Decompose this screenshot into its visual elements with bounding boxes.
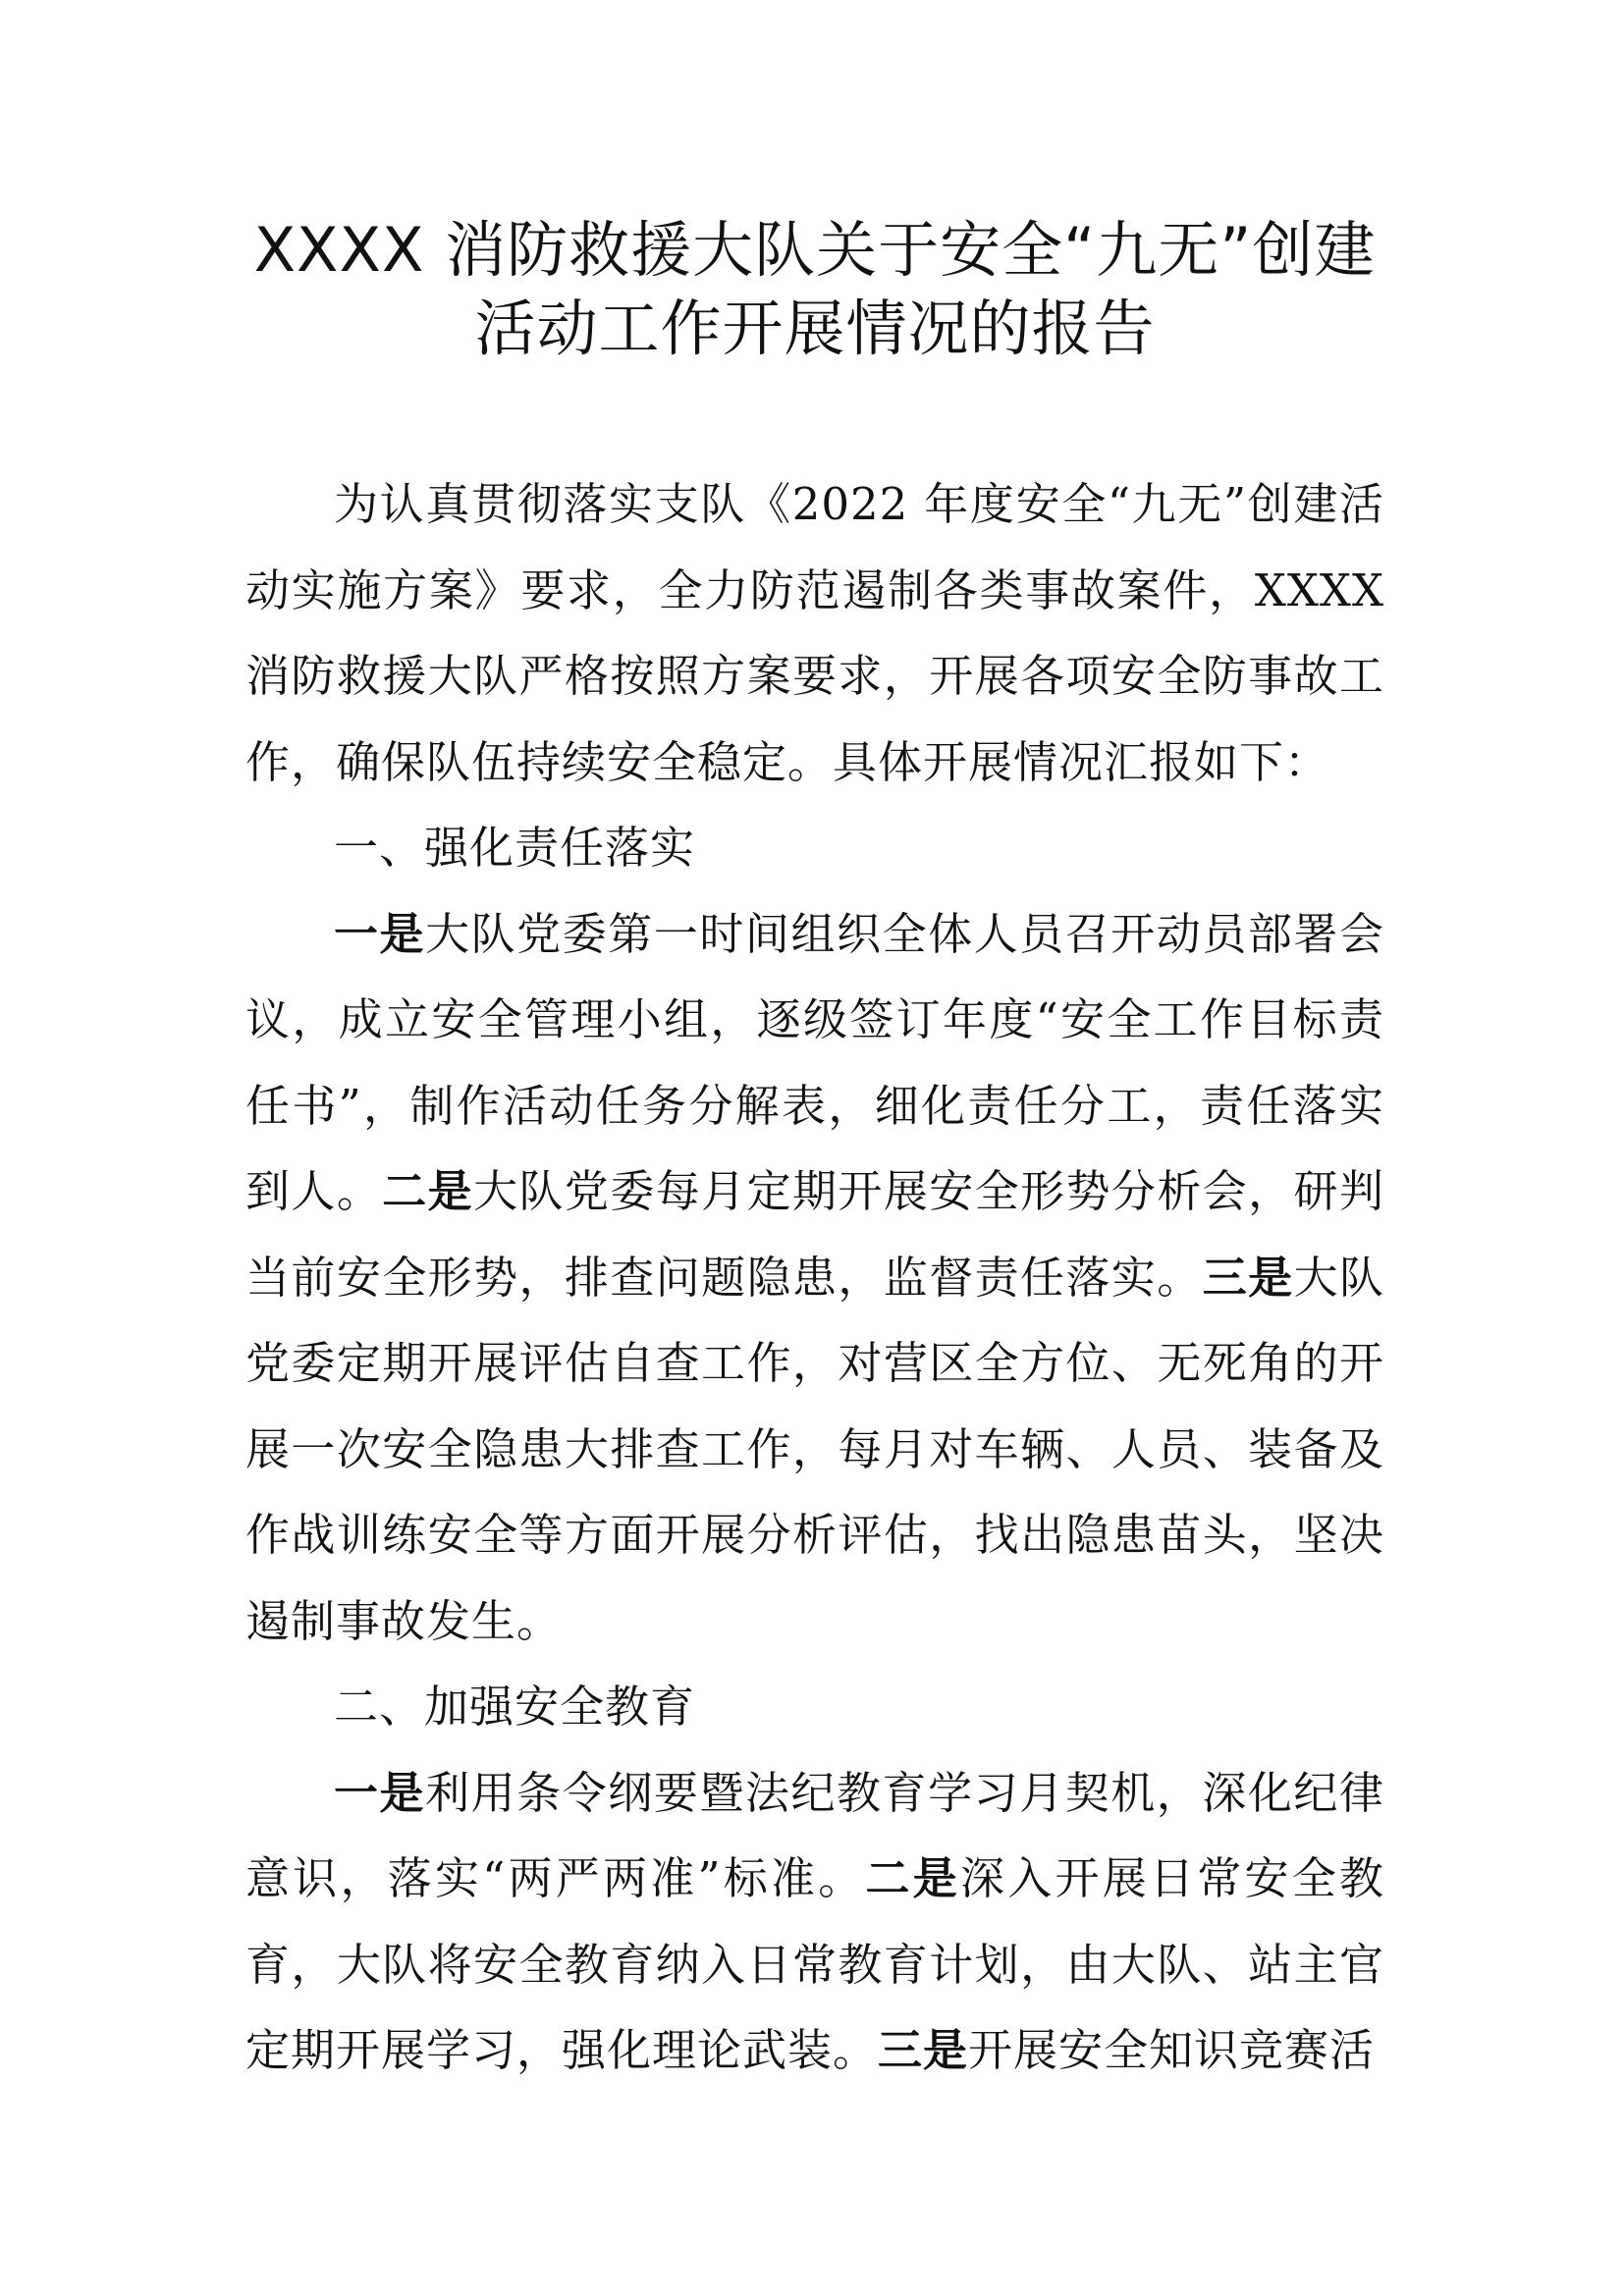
section-2-keyword-3: 三是: [878, 2024, 969, 2076]
section-2-text-2: 深入开展日常安全教育，大队将安全教育纳入日常教育计划，由大队、站主官定期开展学习，强化理论武装。: [245, 1852, 1384, 2076]
section-1-heading: 一、强化责任落实: [334, 822, 696, 874]
section-1-keyword-1: 一是: [334, 907, 426, 960]
document-title: XXXX 消防救援大队关于安全“九无”创建活动工作开展情况的报告: [253, 214, 1377, 364]
section-1-text-3: 大队党委定期开展评估自查工作，对营区全方位、无死角的开展一次安全隐患大排查工作，每月对车辆、人员、装备及作战训练安全等方面开展分析评估，找出隐患苗头，坚决遏制事故发生。: [245, 1251, 1384, 1647]
section-1-keyword-3: 三是: [1202, 1251, 1294, 1304]
section-2-text-3: 开展安全知识竞赛活: [968, 2024, 1376, 2076]
section-2-heading: 二、加强安全教育: [334, 1681, 696, 1733]
section-2-keyword-1: 一是: [334, 1766, 426, 1819]
section-1-keyword-2: 二是: [382, 1165, 474, 1217]
section-1-text-1: 大队党委第一时间组织全体人员召开动员部署会议，成立安全管理小组，逐级签订年度“安全工作目标责任书”，制作活动任务分解表，细化责任分工，责任落实到人。: [245, 907, 1384, 1217]
section-2-paragraph: [245, 1750, 1384, 2094]
intro-paragraph: 为认真贯彻落实支队《2022 年度安全“九无”创建活动实施方案》要求，全力防范遏制各类事故案件，XXXX 消防救援大队严格按照方案要求，开展各项安全防事故工作，确保队伍持续安全稳定。具体开展情况汇报如下：: [245, 478, 1384, 788]
section-1-paragraph: [245, 891, 1384, 1665]
section-1-text-2: 大队党委每月定期开展安全形势分析会，研判当前安全形势，排查问题隐患，监督责任落实。: [245, 1165, 1384, 1304]
section-2-keyword-2: 二是: [865, 1852, 960, 1904]
document-body: [245, 461, 1384, 2094]
section-2-text-1: 利用条令纲要暨法纪教育学习月契机，深化纪律意识，落实“两严两准”标准。: [245, 1766, 1384, 1904]
